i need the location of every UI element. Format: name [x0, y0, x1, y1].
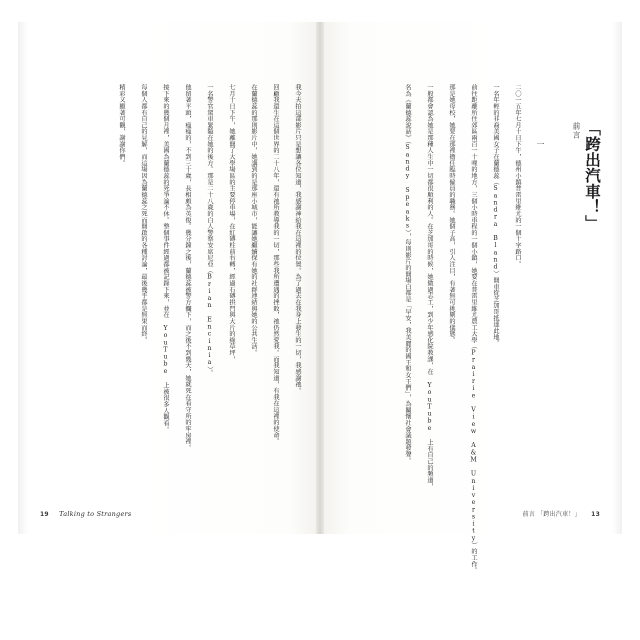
right-page	[320, 22, 622, 574]
left-body-column-1: 我今天拍這部影片只是想讓各位知道，我感謝神給我在這裡的位置。為了過去在我身上發生的一切，我感謝祂。	[294, 84, 301, 394]
left-body-column-6: 他留著平頭，瘦瘦的，不到三十歲，長相頗為英俊。幾分鐘之後，蘭德蕊被警方攔下，而之後不到幾天，她就死在看守所的牢房裡。	[184, 84, 191, 451]
left-page	[18, 22, 320, 534]
chapter-kicker: 前言	[572, 122, 581, 140]
section-number: 一	[536, 140, 545, 149]
page-number-right: 13	[591, 511, 600, 518]
footer-chapter-label: 前言 「跨出汽車！」	[522, 511, 581, 518]
book-gutter	[316, 22, 324, 534]
book-spread	[18, 22, 622, 574]
right-body-column-2: 一名年輕的非裔美國女子在蘭德蕊（Sandra Bland）開車從芝加哥抵達此地。	[492, 84, 499, 347]
right-body-column-6: 名為《蘭德蕊說話》（Sandy Speaks），每則影片的開場白都是「早安，我美麗的國王和女王們」，為關懷社會議題發聲。	[404, 84, 411, 464]
left-body-column-9: 精彩又顯著可觀，謝謝你們。	[118, 84, 125, 167]
right-body-column-4: 那是她母校，她要在那裡擔任臨時僱員的職務。她個子高，引人注目，有著無可挑剔的儀態。	[448, 84, 455, 344]
left-body-column-5: 一名警官駕車緊隨在她的後方。那是二十八歲的白人警察安席尼亞（Brian Encinia）。	[206, 84, 213, 376]
folio-right	[523, 509, 600, 518]
right-body-column-3: 前往距離所住郊區兩百一十哩的地方，三個小時車程的一個小鎮，她要在普雷里維尤農工大學（Prairie View A&M University）的工作。	[470, 84, 477, 574]
left-body-column-2: 回顧我還生在這個世界的二十八年，還有祂所教導我的一切，那些我所遭遇的挫敗，祂仍然愛我。而我知道，有我在這裡的使命。	[272, 84, 279, 445]
left-body-column-8: 每個人都有自己的見解，而這場因為蘭德蕊之死而開啟的各種討論，最後幾乎都是無果而終。	[140, 84, 147, 344]
right-page-edge-shadow	[612, 22, 622, 534]
right-body-column-5: 一般都會認為她是那種人生中一切都很順利的人。在芝加哥的時候，她做過志工，到少年感化院教課，在 YouTube 上有自己的頻道，	[426, 84, 433, 490]
folio-left	[40, 510, 131, 518]
chapter-title: 「跨出汽車！」	[583, 120, 602, 231]
left-body-column-7: 接下來的幾個月裡，美國為蘭德蕊的死爭論不休。整個事件經過都被記錄下來，並在 YouTube 上被很多人觀看。	[162, 84, 169, 433]
right-body-column-1: 二〇一五年七月十日下午，德州小鎮普雷里維尤的一個十字路口。	[514, 84, 521, 268]
left-page-edge-shadow	[18, 22, 28, 534]
left-body-column-4: 七月十日下午，她離開了大學場區的主要停車場，在紅磚柱前右轉，經過石磚拱門與大片的綠草坪，	[228, 84, 235, 363]
left-body-column-3: 在蘭德蕊的那則影片中，她講到的是那座小城市，能讓她繼續保有她的社群連結與她的公共生活。	[250, 84, 257, 356]
page-number-left: 19	[40, 511, 49, 518]
running-title-en: Talking to Strangers	[59, 510, 132, 518]
